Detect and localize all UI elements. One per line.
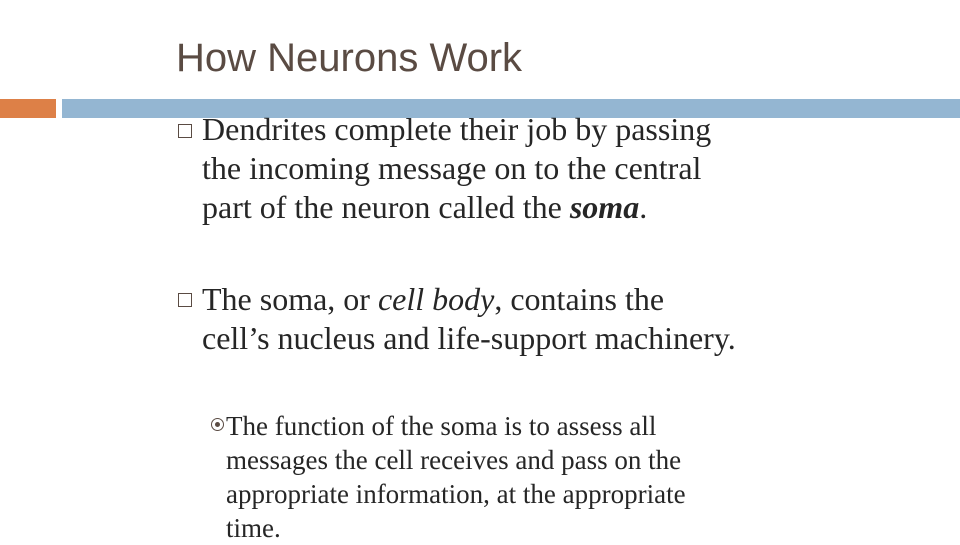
sub-bullet-text-line: messages the cell receives and pass on the (226, 445, 682, 475)
bullet-soma (202, 280, 942, 358)
bullet-text-span: The soma, or (202, 281, 378, 317)
bullet-text-line (202, 280, 942, 319)
sub-bullet-text-line: time. (226, 513, 281, 543)
accent-bar (0, 99, 56, 118)
bullet-text-line: Dendrites complete their job by passing (202, 111, 712, 147)
bullet-text-line (202, 188, 942, 227)
emphasis-soma: soma (569, 189, 640, 225)
bullet-dendrites (202, 110, 942, 227)
sub-bullet-text-line: The function of the soma is to assess all (226, 411, 657, 441)
bullet-text-span: part of the neuron called the (202, 189, 570, 225)
emphasis-cell-body: cell body (377, 281, 495, 317)
slide-title: How Neurons Work (176, 36, 523, 80)
square-bullet-icon (178, 293, 192, 307)
sub-bullet-text-line: appropriate information, at the appropriate (226, 479, 686, 509)
bullet-text-span: , contains the (494, 281, 665, 317)
bullet-text-span: . (639, 189, 648, 225)
bullet-text-line: the incoming message on to the central (202, 150, 702, 186)
square-bullet-icon (178, 124, 192, 138)
circle-dot-bullet-icon (211, 418, 224, 431)
bullet-text-line: cell’s nucleus and life-support machinery. (202, 320, 736, 356)
sub-bullet-soma-function (226, 409, 846, 545)
